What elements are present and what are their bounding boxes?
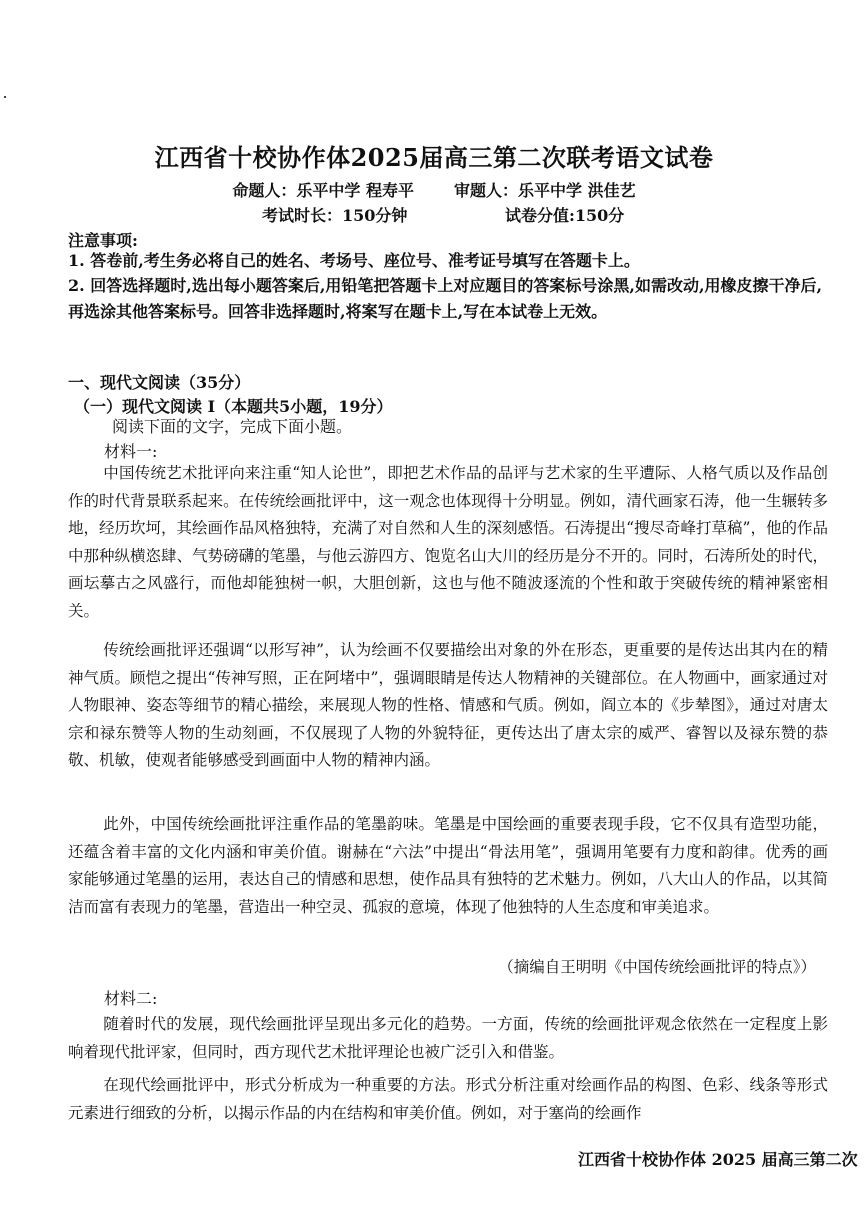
material-1-paragraph: 传统绘画批评还强调“以形写神”，认为绘画不仅要描绘出对象的外在形态，更重要的是传达出其内在的精神气质。顾恺之提出“传神写照，正在阿堵中”，强调眼睛是传达人物精神的关键部位。在人物画中，画家通过对人物眼神、姿态等细节的精心描绘，来展现人物的性格、情感和气质。例如，阎立本的《步辇图》，通过对唐太宗和禄东赞等人物的生动刻画，不仅展现了人物的外貌特征，更传达出了唐太宗的威严、睿智以及禄东赞的恭敬、机敏，使观者能够感受到画面中人物的精神内涵。 [68, 641, 828, 769]
exam-duration: 考试时长：150分钟 [262, 206, 408, 225]
exam-title: 江西省十校协作体2025届高三第二次联考语文试卷 [154, 143, 714, 172]
reviewer: 审题人：乐平中学 洪佳艺 [454, 181, 636, 200]
authors-line [0, 178, 868, 201]
material-1-paragraph: 中国传统艺术批评向来注重“知人论世”，即把艺术作品的品评与艺术家的生平遭际、人格气质以及作品创作的时代背景联系起来。在传统绘画批评中，这一观念也体现得十分明显。例如，清代画家石涛，他一生辗转多地，经历坎坷，其绘画作品风格独特，充满了对自然和人生的深刻感悟。石涛提出“搜尽奇峰打草稿”，他的作品中那种纵横恣肆、气势磅礴的笔墨，与他云游四方、饱览名山大川的经历是分不开的。同时，石涛所处的时代，画坛摹古之风盛行，而他却能独树一帜，大胆创新，这也与他不随波逐流的个性和敢于突破传统的精神紧密相关。 [68, 464, 828, 620]
page-footer: 江西省十校协作体 2025 届高三第二次 [578, 1150, 858, 1169]
material-2-label: 材料二: [104, 989, 158, 1008]
notice-heading: 注意事项: [68, 231, 138, 250]
material-2-paragraph: 随着时代的发展，现代绘画批评呈现出多元化的趋势。一方面，传统的绘画批评观念依然在一定程度上影响着现代批评家，但同时，西方现代艺术批评理论也被广泛引入和借鉴。 [68, 1015, 828, 1061]
scan-speck [4, 96, 6, 98]
question-setter: 命题人：乐平中学 程寿平 [232, 181, 414, 200]
notice-item-2: 2. 回答选择题时,选出每小题答案后,用铅笔把答题卡上对应题目的答案标号涂黑,如需改动,用橡皮擦干净后,再选涂其他答案标号。回答非选择题时,将案写在题卡上,写在本试卷上无效。 [68, 276, 823, 321]
section-heading-1: 一、现代文阅读（35分） [68, 373, 251, 392]
material-1-label: 材料一: [104, 442, 158, 461]
notice-item-1: 1. 答卷前,考生务必将自己的姓名、考场号、座位号、准考证号填写在答题卡上。 [68, 251, 640, 270]
reading-instruction: 阅读下面的文字，完成下面小题。 [112, 417, 353, 436]
exam-total-score: 试卷分值:150分 [505, 206, 625, 225]
material-2-paragraph: 在现代绘画批评中，形式分析成为一种重要的方法。形式分析注重对绘画作品的构图、色彩、线条等形式元素进行细致的分析，以揭示作品的内在结构和审美价值。例如，对于塞尚的绘画作 [68, 1076, 828, 1122]
material-1-paragraph: 此外，中国传统绘画批评注重作品的笔墨韵味。笔墨是中国绘画的重要表现手段，它不仅具有造型功能，还蕴含着丰富的文化内涵和审美价值。谢赫在“六法”中提出“骨法用笔”，强调用笔要有力度和韵律。优秀的画家能够通过笔墨的运用，表达自己的情感和思想，使作品具有独特的艺术魅力。例如，八大山人的作品，以其简洁而富有表现力的笔墨，营造出一种空灵、孤寂的意境，体现了他独特的人生态度和审美追求。 [68, 815, 828, 916]
material-1-source: （摘编自王明明《中国传统绘画批评的特点》） [498, 958, 816, 976]
section-heading-2: （一）现代文阅读 I（本题共5小题，19分） [74, 397, 393, 416]
